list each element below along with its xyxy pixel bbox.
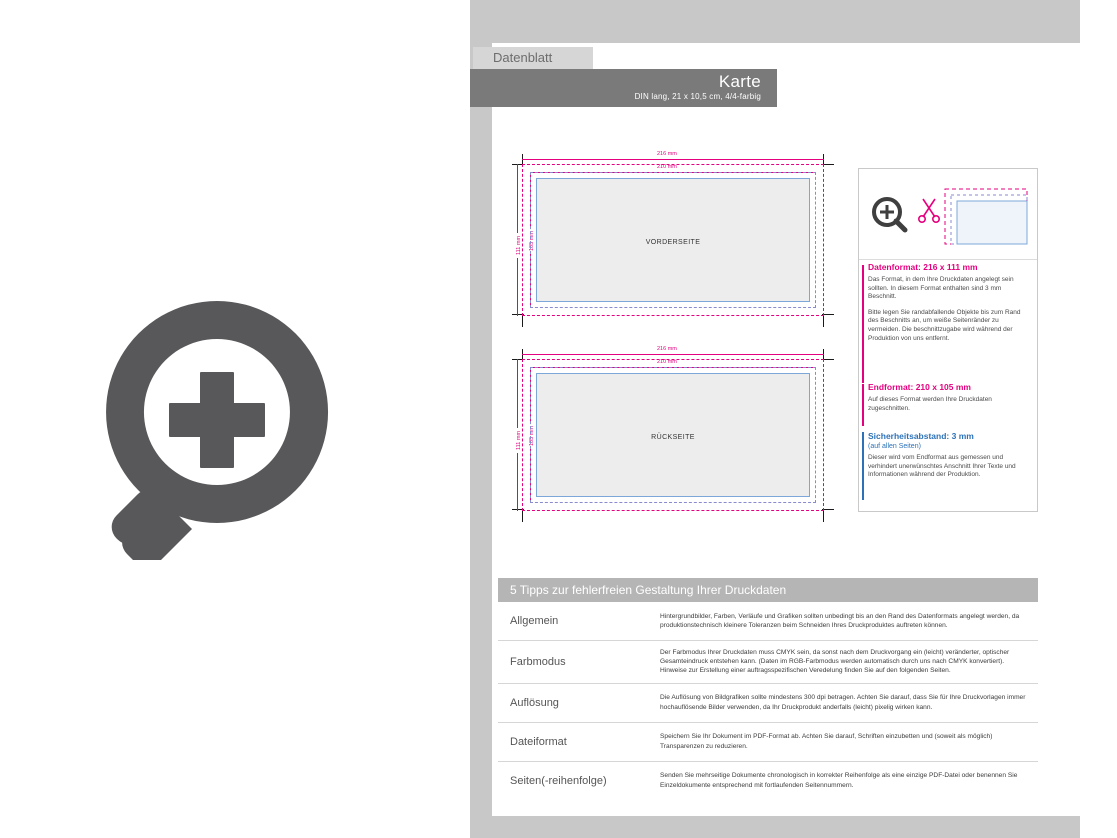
table-row — [498, 723, 1038, 762]
tip-name: Seiten(-reihenfolge) — [510, 774, 607, 787]
tip-text: Senden Sie mehrseitige Dokumente chronologisch in korrekter Reihenfolge als eine einzige PDF-Datei oder benennen Sie Einzeldokumente entsprechend mit fortlaufenden Seitennummern. — [660, 772, 1018, 789]
page-right-margin — [1080, 0, 1117, 838]
crop-mark — [522, 510, 523, 522]
crop-mark — [823, 510, 824, 522]
legend-heading-endformat: Endformat: 210 x 105 mm — [868, 382, 971, 392]
legend-section-datenformat — [868, 262, 1028, 350]
trim-width-label: 210 mm — [654, 359, 680, 365]
tip-name: Auflösung — [510, 696, 559, 709]
legend-section-endformat — [868, 382, 1028, 420]
page-subtitle: DIN lang, 21 x 10,5 cm, 4/4-farbig — [634, 92, 761, 101]
bleed-width-label: 216 mm — [654, 346, 680, 352]
legend-figure — [859, 169, 1037, 260]
legend-accent-bar-endformat — [862, 384, 864, 426]
page-left-band — [470, 43, 492, 816]
tab-datenblatt: Datenblatt — [473, 47, 593, 69]
tip-text: Der Farbmodus Ihrer Druckdaten muss CMYK sein, da sonst nach dem Druckvorgang ein (leicht) veränderter, optischer Gesamteindruck entstehen kann. (Daten im RGB-Farbmodus werden automatisch durch uns nach CMYK konvertiert). Hinweise zur Erstellung einer auftragsspezifischen Veredelung finden Sie auf den folgenden Seiten. — [660, 649, 1010, 675]
dimension-line — [522, 159, 824, 160]
legend-paragraph: Dieser wird vom Endformat aus gemessen und verhindert unerwünschtes Anschnitt Ihrer Texte und Informationen während der Produktion. — [868, 454, 1016, 479]
face-label-front: VORDERSEITE — [645, 239, 701, 246]
page-bottom-band — [470, 816, 1080, 838]
legend-body-sicherheitsabstand — [868, 454, 1028, 480]
legend-accent-bar-sicherheitsabstand — [862, 432, 864, 500]
legend-heading-datenformat: Datenformat: 216 x 111 mm — [868, 262, 978, 272]
legend-subheading-sicherheitsabstand: (auf allen Seiten) — [868, 443, 921, 450]
page-top-band — [470, 0, 1080, 43]
table-row — [498, 602, 1038, 641]
trim-height-label: 105 mm — [529, 423, 535, 449]
tip-text: Speichern Sie Ihr Dokument im PDF-Format ab. Achten Sie darauf, Schriften einzubetten und (soweit als möglich) Transparenzen zu reduzieren. — [660, 733, 993, 750]
bleed-height-label: 111 mm — [516, 233, 522, 258]
legend-paragraph: Bitte legen Sie randabfallende Objekte bis zum Rand des Beschnitts an, um weiße Seitenränder zu vermeiden. Die beschnittzugabe wird während der Produktion von uns entfernt. — [868, 308, 1021, 342]
trim-width-label: 210 mm — [654, 164, 680, 170]
crop-mark — [823, 315, 824, 327]
page-title: Karte — [718, 72, 761, 91]
document-title-bar — [470, 69, 777, 107]
legend-body-datenformat — [868, 276, 1028, 343]
legend-heading-sicherheitsabstand: Sicherheitsabstand: 3 mm — [868, 431, 974, 441]
tip-text: Die Auflösung von Bildgrafiken sollte mindestens 300 dpi betragen. Achten Sie darauf, dass Sie für Ihre Druckvorlagen immer hochauflösende Bilder verwenden, da Ihr Druckprodukt anderfalls (leicht) pixelig wirken kann. — [660, 694, 1026, 711]
tip-name: Farbmodus — [510, 655, 566, 668]
tip-name: Allgemein — [510, 615, 559, 627]
bleed-width-label: 216 mm — [654, 151, 680, 157]
table-row — [498, 684, 1038, 723]
legend-accent-bar-datenformat — [862, 265, 864, 383]
legend-body-endformat — [868, 396, 1028, 413]
table-row — [498, 762, 1038, 800]
tip-text: Hintergrundbilder, Farben, Verläufe und Grafiken sollten unbedingt bis an den Rand des Datenformats angelegt werden, da produktionstechnisch kleinere Toleranzen beim Schneiden Ihres Druckproduktes auftreten können. — [660, 612, 1020, 629]
safety-box — [536, 373, 810, 497]
layout-diagram-back — [508, 345, 838, 527]
legend-paragraph: Auf dieses Format werden Ihre Druckdaten zugeschnitten. — [868, 396, 992, 412]
tips-table — [498, 578, 1038, 800]
layout-diagram-front — [508, 150, 838, 332]
bleed-height-label: 111 mm — [516, 428, 522, 453]
table-row — [498, 641, 1038, 684]
preview-pane — [0, 0, 470, 838]
tip-name: Dateiformat — [510, 735, 567, 748]
legend-paragraph: Das Format, in dem Ihre Druckdaten angelegt sein sollten. In diesem Format enthalten sind 3 mm Beschnitt. — [868, 276, 1014, 301]
legend-panel — [858, 168, 1038, 512]
face-label-back: RÜCKSEITE — [651, 434, 695, 441]
trim-height-label: 105 mm — [529, 228, 535, 254]
crop-mark — [522, 315, 523, 327]
tips-header: 5 Tipps zur fehlerfreien Gestaltung Ihrer Druckdaten — [498, 578, 1038, 602]
magnifier-zoom-in-icon — [100, 295, 365, 560]
dimension-line — [522, 354, 824, 355]
legend-section-sicherheitsabstand — [868, 431, 1028, 487]
safety-box — [536, 178, 810, 302]
